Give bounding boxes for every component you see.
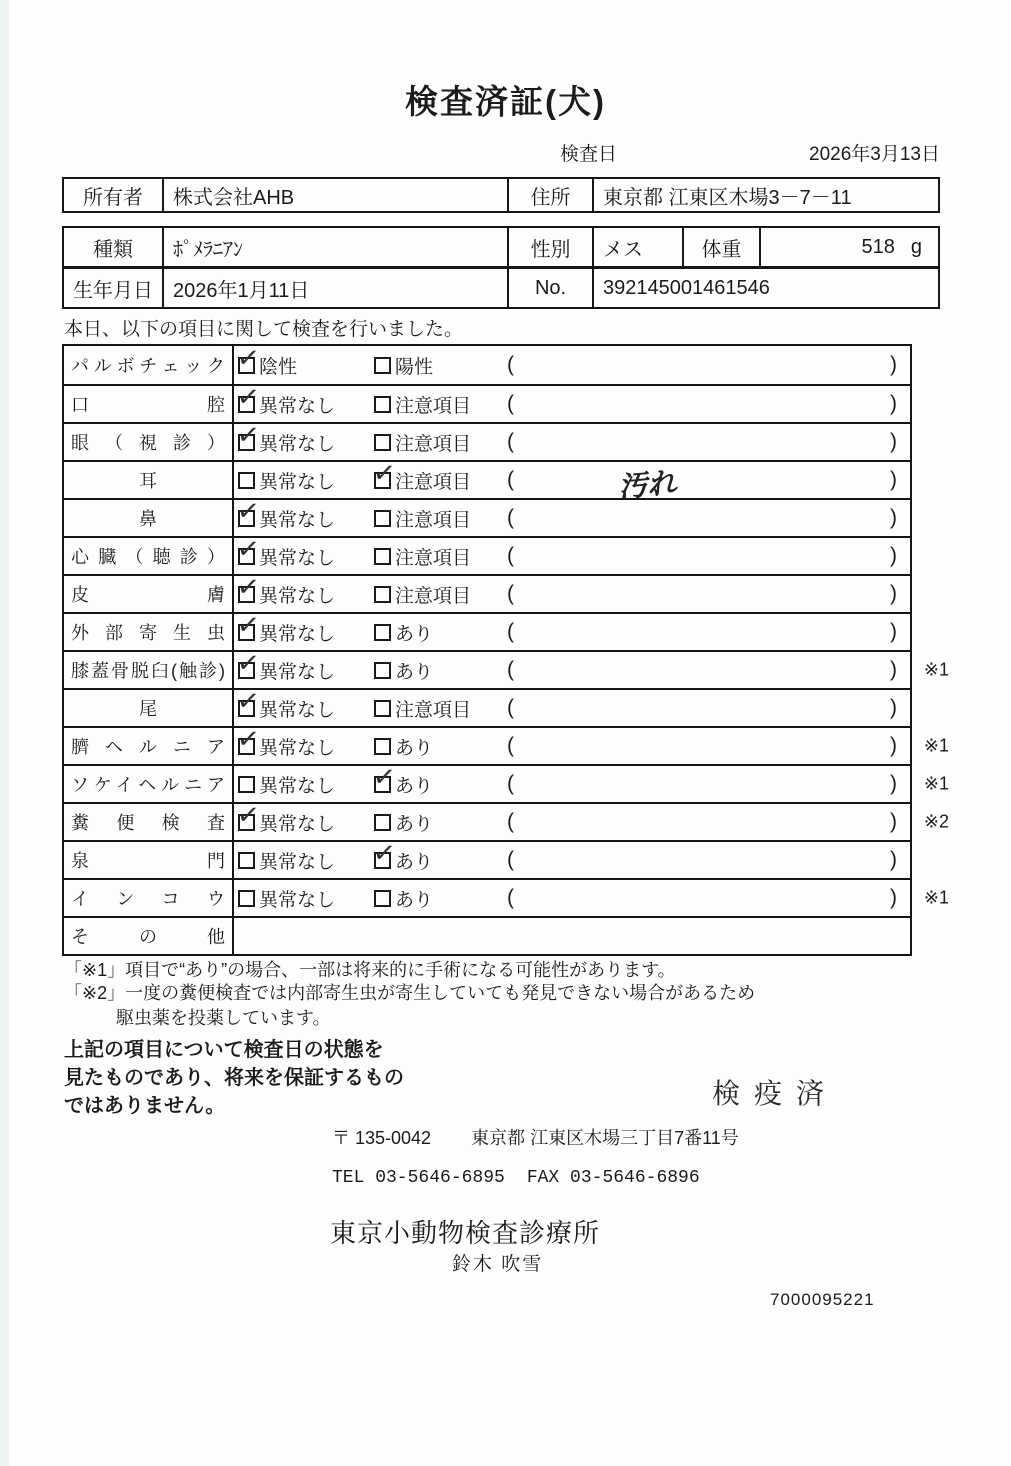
checklist-row (64, 532, 910, 574)
option-label: 異常なし (259, 851, 336, 873)
result-paren-field (507, 506, 910, 530)
checklist-row (64, 456, 910, 504)
option-label: あり (395, 889, 434, 911)
option-opt2 (374, 657, 507, 684)
inspection-date-label: 検査日 (560, 144, 618, 165)
disclaimer-text (64, 1036, 404, 1120)
option-label: 異常なし (259, 661, 336, 683)
checkbox (374, 700, 391, 717)
checkbox (235, 684, 262, 717)
option-opt1 (235, 684, 374, 722)
paren-open: ( (507, 658, 514, 681)
checkbox (374, 548, 391, 565)
examiner-name: 鈴木 吹雪 (452, 1254, 544, 1275)
option-label: 異常なし (259, 775, 336, 797)
row-content-cell (234, 798, 910, 840)
option-opt1 (235, 798, 374, 836)
result-paren-field (507, 582, 910, 606)
option-opt1 (235, 380, 374, 418)
option-label: 注意項目 (395, 509, 472, 531)
row-label-cell (64, 576, 234, 612)
row-label-cell (64, 346, 234, 384)
option-opt2 (374, 429, 507, 456)
row-label-cell (64, 690, 234, 726)
paren-open: ( (507, 392, 514, 415)
option-opt1 (235, 494, 374, 532)
row-label-text: その他 (71, 927, 225, 947)
paren-close: ) (890, 734, 897, 757)
row-label-text: 鼻 (139, 509, 157, 529)
clinic-address: 東京都 江東区木場三丁目7番11号 (471, 1128, 739, 1148)
option-label: 注意項目 (395, 699, 472, 721)
result-paren-field (507, 430, 910, 454)
option-label: 異常なし (259, 395, 336, 417)
row-content-cell (234, 456, 910, 504)
paren-close: ) (890, 544, 897, 567)
paren-close: ) (890, 506, 897, 529)
clinic-fax: FAX 03-5646-6896 (526, 1168, 700, 1188)
option-opt1 (238, 847, 374, 874)
check-mark-icon: ✓ (235, 798, 262, 831)
weight-value-cell (759, 228, 938, 266)
birthdate-value: 2026年1月11日 (162, 269, 507, 307)
checkbox (371, 836, 398, 869)
checkbox (238, 852, 255, 869)
row-label-text: 糞便検査 (71, 813, 225, 833)
row-label-cell (64, 538, 234, 574)
inspection-date-value: 2026年3月13日 (809, 144, 940, 165)
option-label: 注意項目 (395, 585, 472, 607)
result-handwritten-value: 汚れ (616, 464, 678, 504)
checklist-table (62, 341, 949, 956)
option-opt1 (235, 722, 374, 760)
option-opt1 (235, 341, 374, 379)
paren-close: ) (889, 468, 897, 491)
footnote-ref: ※1 (923, 887, 949, 908)
option-label: あり (395, 661, 434, 683)
result-paren-field (507, 848, 910, 872)
footnote-2-line-2: 駆虫薬を投薬しています。 (116, 1008, 331, 1028)
intro-text: 本日、以下の項目に関して検査を行いました。 (64, 319, 464, 340)
option-label: 異常なし (259, 547, 336, 569)
checkbox (374, 738, 391, 755)
checklist-row (64, 916, 910, 954)
row-label-text: 眼（視診） (71, 433, 225, 453)
checklist-row (64, 494, 910, 536)
result-paren-field (507, 392, 910, 416)
row-label-text: 尾 (139, 699, 157, 719)
result-paren-field (507, 886, 910, 910)
row-label-cell (64, 462, 234, 498)
checkbox (235, 608, 262, 641)
checkbox (374, 624, 391, 641)
row-label-cell (64, 804, 234, 840)
option-opt1 (235, 608, 374, 646)
result-paren-field (507, 810, 910, 834)
row-label-text: 心臓（聴診） (71, 547, 225, 567)
option-label: 注意項目 (395, 433, 472, 455)
option-opt1 (238, 885, 374, 912)
id-number-label: No. (507, 269, 592, 307)
option-opt2 (374, 885, 507, 912)
paren-open: ( (507, 582, 514, 605)
row-label-text: 耳 (139, 471, 157, 491)
row-content-cell (234, 918, 910, 954)
option-opt1 (235, 646, 374, 684)
row-label-cell (64, 424, 234, 460)
pet-table-row-2 (64, 266, 938, 307)
footnote-ref: ※2 (923, 811, 949, 832)
row-content-cell (234, 341, 910, 384)
row-label-cell (64, 500, 234, 536)
row-label-text: 口腔 (71, 395, 225, 415)
disclaimer-line-2: 見たものであり、将来を保証するもの (64, 1067, 404, 1089)
option-label: 陽性 (395, 356, 434, 378)
option-label: 異常なし (259, 699, 336, 721)
disclaimer-line-3: ではありません。 (64, 1095, 226, 1117)
option-label: あり (395, 623, 434, 645)
owner-label: 所有者 (83, 186, 143, 209)
check-mark-icon: ✓ (371, 836, 398, 869)
option-label: 注意項目 (395, 547, 472, 569)
checklist-row (64, 878, 949, 916)
row-content-cell (234, 684, 910, 726)
row-content-cell (234, 646, 910, 688)
paren-open: ( (507, 430, 514, 453)
check-mark-icon: ✓ (235, 532, 262, 565)
checkbox (238, 472, 255, 489)
footnote-2-line-1: 「※2」一度の糞便検査では内部寄生虫が寄生していても発見できない場合があるため (64, 983, 756, 1003)
weight-unit: g (910, 235, 922, 258)
row-label-text: 皮膚 (71, 585, 225, 605)
checklist-row (64, 380, 910, 422)
paren-open: ( (507, 848, 514, 871)
checklist-row (64, 646, 949, 688)
owner-value: 株式会社AHB (162, 179, 507, 211)
checkbox (235, 646, 262, 679)
row-label-cell (64, 880, 234, 916)
row-content-cell (234, 760, 910, 802)
paren-open: ( (507, 620, 514, 643)
option-label: あり (395, 813, 434, 835)
option-opt2 (374, 352, 507, 379)
row-content-cell (234, 532, 910, 574)
check-mark-icon: ✓ (235, 684, 262, 717)
option-opt1 (235, 418, 374, 456)
row-label-cell (64, 766, 234, 802)
option-opt1 (235, 570, 374, 608)
option-label: 異常なし (259, 813, 336, 835)
paren-open: ( (507, 772, 514, 795)
result-paren-field (507, 658, 910, 682)
checklist-row (64, 722, 949, 764)
document-serial-number: 7000095221 (770, 1290, 875, 1309)
checkbox (235, 570, 262, 603)
paren-close: ) (890, 392, 897, 415)
sex-value: メス (592, 228, 682, 266)
checkbox (374, 510, 391, 527)
row-label-cell (64, 842, 234, 878)
option-opt2 (374, 543, 507, 570)
row-label-cell (64, 728, 234, 764)
id-number-value: 392145001461546 (592, 269, 938, 307)
check-mark-icon: ✓ (235, 570, 262, 603)
option-opt2 (374, 809, 507, 836)
checkbox (371, 760, 398, 793)
sex-label: 性別 (507, 228, 592, 266)
checklist-row (64, 608, 910, 650)
row-label-cell (64, 918, 234, 954)
option-label: 異常なし (259, 509, 336, 531)
result-paren-field (507, 544, 910, 568)
row-label-text: パルボチェック (71, 356, 225, 376)
checkbox (374, 890, 391, 907)
option-label: 異常なし (259, 471, 336, 493)
paren-close: ) (890, 810, 897, 833)
clinic-tel: TEL 03-5646-6895 (332, 1168, 505, 1188)
paren-close: ) (890, 886, 897, 909)
paren-open: ( (507, 696, 514, 719)
paren-open: ( (507, 544, 514, 567)
option-label: 異常なし (259, 623, 336, 645)
address-value: 東京都 江東区木場3－7－11 (592, 179, 938, 211)
row-content-cell (234, 880, 910, 916)
option-opt2 (374, 695, 507, 722)
option-opt2 (374, 581, 507, 608)
row-content-cell (234, 570, 910, 612)
option-opt2 (374, 391, 507, 418)
paren-close: ) (890, 658, 897, 681)
row-label-text: インコウ (71, 889, 225, 909)
check-mark-icon: ✓ (235, 722, 262, 755)
paren-open: ( (507, 506, 514, 529)
row-label-cell (64, 386, 234, 422)
row-content-cell (234, 380, 910, 422)
row-content-cell (234, 836, 910, 878)
option-label: 注意項目 (395, 471, 472, 493)
option-label: 異常なし (259, 889, 336, 911)
clinic-phone-row (332, 1168, 700, 1188)
paren-open: ( (507, 353, 514, 376)
checkbox (235, 532, 262, 565)
checklist-row (64, 684, 910, 726)
row-label-text: 泉門 (71, 851, 225, 871)
checkbox (374, 434, 391, 451)
paren-close: ) (890, 696, 897, 719)
option-label: 異常なし (259, 585, 336, 607)
clinic-postal-row (332, 1124, 739, 1150)
result-paren-field (507, 620, 910, 644)
checkbox (238, 890, 255, 907)
weight-value: 518 (861, 235, 895, 258)
checklist-row (64, 341, 910, 384)
owner-table (62, 177, 940, 213)
option-opt1 (238, 771, 374, 798)
inspection-date-row (560, 139, 940, 166)
option-label: 注意項目 (395, 395, 472, 417)
clinic-name: 東京小動物検査診療所 (330, 1218, 601, 1248)
option-label: あり (395, 775, 434, 797)
check-mark-icon: ✓ (235, 646, 262, 679)
check-mark-icon: ✓ (235, 418, 262, 451)
option-label: 陰性 (259, 356, 298, 378)
footnote-2 (64, 981, 755, 1031)
quarantine-passed-stamp: 検疫済 (712, 1078, 839, 1109)
row-content-cell (234, 494, 910, 536)
disclaimer-line-1: 上記の項目について検査日の状態を (64, 1039, 384, 1061)
paren-open: ( (507, 886, 514, 909)
row-label-text: 膝蓋骨脱臼(触診) (71, 661, 225, 681)
checklist-row (64, 760, 949, 802)
check-mark-icon: ✓ (235, 341, 262, 374)
checklist-row (64, 798, 949, 840)
checkbox (235, 380, 262, 413)
checkbox (235, 341, 262, 374)
row-content-cell (234, 722, 910, 764)
option-opt2 (374, 733, 507, 760)
row-label-text: 臍ヘルニア (71, 737, 225, 757)
checkbox (374, 357, 391, 374)
footnote-ref: ※1 (923, 735, 949, 756)
footnote-1: 「※1」項目で“あり”の場合、一部は将来的に手術になる可能性があります。 (64, 960, 676, 980)
option-opt2 (374, 505, 507, 532)
pet-table (62, 226, 940, 309)
paren-close: ) (890, 848, 897, 871)
checkbox (371, 456, 398, 489)
paren-close: ) (890, 772, 897, 795)
pet-table-row-1 (64, 228, 938, 266)
result-paren-field (507, 772, 910, 796)
checkbox (235, 722, 262, 755)
footnote-ref: ※1 (923, 773, 949, 794)
paren-open: ( (507, 810, 514, 833)
breed-value: ﾎﾟﾒﾗﾆｱﾝ (162, 228, 507, 266)
check-mark-icon: ✓ (371, 456, 398, 489)
checkbox (374, 814, 391, 831)
checkbox (374, 396, 391, 413)
check-mark-icon: ✓ (235, 608, 262, 641)
option-opt2 (374, 619, 507, 646)
option-label: 異常なし (259, 433, 336, 455)
paren-open: ( (507, 734, 514, 757)
option-label: あり (395, 851, 434, 873)
checkbox (235, 418, 262, 451)
scan-edge-artifact (0, 0, 9, 1466)
check-mark-icon: ✓ (235, 494, 262, 527)
document-title: 検査済証(犬) (405, 83, 606, 120)
option-opt2 (371, 760, 507, 798)
check-mark-icon: ✓ (371, 760, 398, 793)
checklist-row (64, 418, 910, 460)
address-label: 住所 (507, 179, 592, 211)
checkbox (235, 494, 262, 527)
checkbox (238, 776, 255, 793)
paren-close: ) (890, 353, 897, 376)
footnote-ref: ※1 (923, 659, 949, 680)
option-opt2 (371, 456, 507, 494)
checkbox (374, 662, 391, 679)
option-opt1 (235, 532, 374, 570)
paren-open: ( (507, 468, 514, 491)
row-label-cell (64, 652, 234, 688)
row-content-cell (234, 608, 910, 650)
result-paren-field (507, 460, 910, 504)
row-label-text: 外部寄生虫 (71, 623, 225, 643)
result-paren-field (507, 353, 910, 377)
option-label: 異常なし (259, 737, 336, 759)
clinic-postal-code: 〒 135-0042 (332, 1128, 432, 1148)
option-opt1 (238, 467, 374, 494)
checklist-row (64, 570, 910, 612)
option-label: あり (395, 737, 434, 759)
result-paren-field (507, 696, 910, 720)
check-mark-icon: ✓ (235, 380, 262, 413)
checkbox (235, 798, 262, 831)
row-label-text: ソケイヘルニア (71, 775, 225, 795)
paren-close: ) (890, 582, 897, 605)
breed-label: 種類 (93, 238, 133, 261)
option-opt2 (371, 836, 507, 874)
paren-close: ) (890, 620, 897, 643)
result-paren-field (507, 734, 910, 758)
row-content-cell (234, 418, 910, 460)
weight-label: 体重 (682, 228, 759, 266)
birthdate-label: 生年月日 (73, 279, 153, 302)
row-label-cell (64, 614, 234, 650)
checklist-row (64, 836, 910, 878)
paren-close: ) (890, 430, 897, 453)
checkbox (374, 586, 391, 603)
